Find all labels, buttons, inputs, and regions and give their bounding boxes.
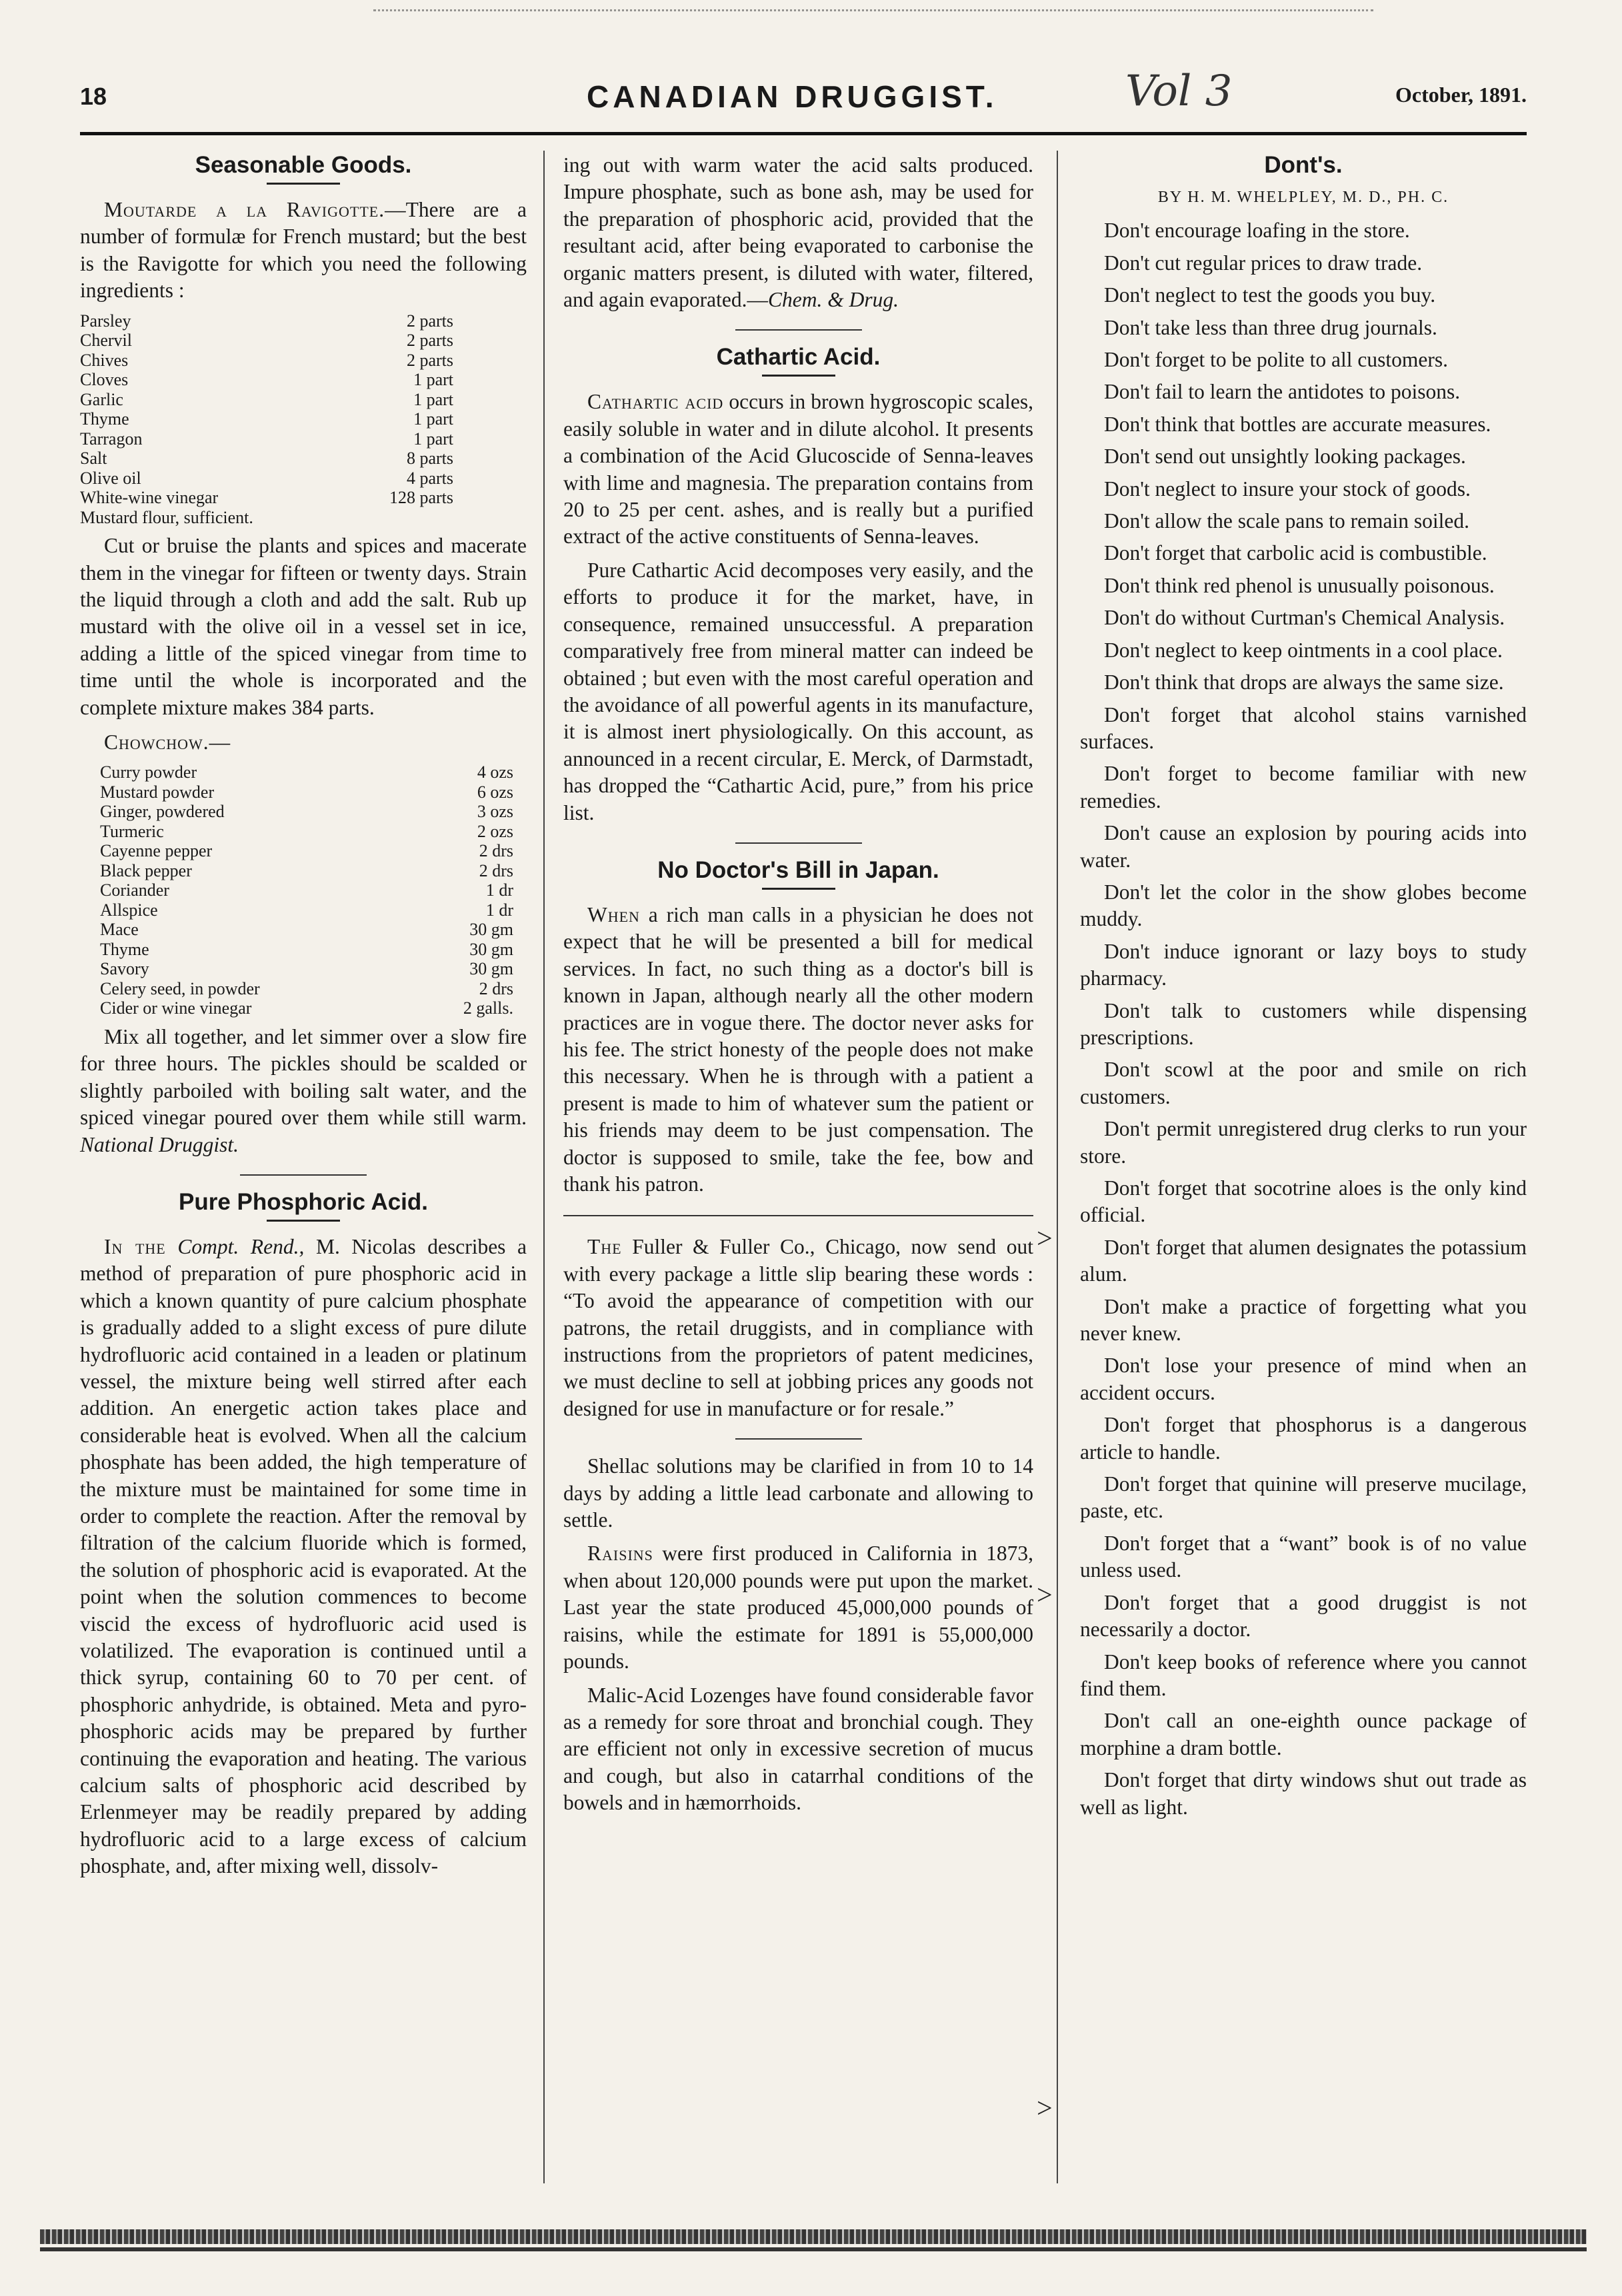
- cathartic-para-1: Cathartic acid occurs in brown hygroscopic scales, easily soluble in water and in dilute alcohol. It presents a combination of the Acid Glucoscide of Senna-leaves with lime and magnesia. The preparation contains from 20 to 25 per cent. ashes, and is really but a purified extract of the active constituents of Senna-leaves.: [563, 390, 1033, 549]
- raisins-note: Raisins were first produced in California in 1873, when about 120,000 pounds were put upon the market. Last year the state produced 45,000,000 pounds of raisins, while the estimate for 1891 is 55,000,000 pounds.: [563, 1542, 1034, 1674]
- dont-item: Don't forget that carbolic acid is combustible.: [1104, 541, 1487, 565]
- chowchow-ingredient-row: [100, 802, 513, 822]
- ingredient-quantity: 2 parts: [406, 350, 453, 370]
- ingredient-name: Thyme: [100, 939, 149, 959]
- cathartic-para-2: Pure Cathartic Acid decomposes very easily, and the efforts to produce it for the market, have, in consequence, remained unsuccessful. A preparation comparatively free from mineral matter can indeed be obtained ; but even with the most careful operation and the avoidance of all powerful agents in its manufacture, it is almost inert physiologically. On this account, as announced in a recent circular, E. Merck, of Darmstadt, has dropped the “Cathartic Acid, pure,” from his price list.: [563, 558, 1033, 824]
- ingredient-name: Salt: [80, 449, 107, 469]
- ingredient-name: Mustard powder: [100, 782, 215, 802]
- ravigotte-ingredients-table: [80, 311, 453, 528]
- dont-item: Don't take less than three drug journals.: [1104, 315, 1437, 339]
- publication-title: CANADIAN DRUGGIST.: [587, 79, 998, 114]
- chowchow-ingredient-row: [100, 880, 513, 900]
- ingredient-quantity: 4 ozs: [477, 762, 513, 782]
- ingredient-name: Black pepper: [100, 860, 192, 880]
- ingredient-quantity: 8 parts: [406, 449, 453, 469]
- ingredient-name: White-wine vinegar: [80, 488, 219, 508]
- ingredient-quantity: 30 gm: [469, 939, 513, 959]
- chowchow-ingredient-row: [100, 940, 513, 960]
- ingredient-quantity: 2 ozs: [477, 821, 513, 841]
- ingredient-quantity: 6 ozs: [477, 782, 513, 802]
- dont-item: Don't fail to learn the antidotes to poisons.: [1104, 380, 1461, 404]
- dont-item: Don't cause an explosion by pouring acids into water.: [1080, 821, 1527, 872]
- ravigotte-ingredient-row: [80, 469, 453, 489]
- japan-body: When a rich man calls in a physician he does not expect that he will be presented a bill for medical services. In fact, no such thing as a doctor's bill is known in Japan, although nearly all the other modern practices are in vogue there. The doctor never asks for his fee. The strict honesty of the people does not make this necessary. When he is through with a patient a present is made to him of whatever sum the patient or his friends may deem to be just compensation. The doctor is supposed to smile, take the fee, bow and thank his patron.: [563, 902, 1034, 1196]
- donts-byline: BY H. M. WHELPLEY, M. D., PH. C.: [1157, 189, 1449, 206]
- dont-item: Don't keep books of reference where you cannot find them.: [1080, 1650, 1527, 1700]
- chowchow-ingredient-row: [100, 762, 513, 782]
- dont-item: Don't forget that alumen designates the potassium alum.: [1080, 1235, 1527, 1286]
- dont-item: Don't forget that socotrine aloes is the only kind official.: [1080, 1176, 1527, 1227]
- ingredient-quantity: 1 part: [413, 429, 453, 449]
- ingredient-name: Coriander: [100, 880, 169, 900]
- ingredient-name: Celery seed, in powder: [100, 978, 260, 998]
- ingredient-name: Mace: [100, 920, 139, 940]
- donts-heading: Dont's.: [1264, 152, 1343, 178]
- ravigotte-ingredient-row: [80, 390, 453, 410]
- ingredient-quantity: 1 dr: [485, 900, 513, 920]
- heading-dash: [267, 1220, 340, 1222]
- chowchow-ingredient-row: [100, 841, 513, 861]
- column-rule-1: [543, 151, 545, 2183]
- ravigotte-method: Cut or bruise the plants and spices and macerate them in the vinegar for fifteen or twenty days. Strain the liquid through a cloth and add the salt. Rub up mustard with the olive oil in a vessel set in ice, adding a little of the spiced vinegar from time to time until the whole is incorporated and the complete mixture makes 384 parts.: [80, 534, 527, 719]
- ingredient-quantity: 1 dr: [485, 880, 513, 900]
- chowchow-ingredient-row: [100, 998, 513, 1018]
- ingredient-quantity: 3 ozs: [477, 802, 513, 822]
- dont-item: Don't cut regular prices to draw trade.: [1104, 251, 1423, 275]
- chowchow-ingredient-row: [100, 920, 513, 940]
- ingredient-name: Cayenne pepper: [100, 841, 213, 861]
- chowchow-ingredients-table: [100, 762, 513, 1018]
- dont-item: Don't send out unsightly looking packages.: [1104, 445, 1466, 469]
- ravigotte-ingredient-row: [80, 409, 453, 429]
- dont-item: Don't permit unregistered drug clerks to run your store.: [1080, 1117, 1527, 1168]
- dont-item: Don't forget that alcohol stains varnished surfaces.: [1080, 702, 1527, 753]
- scan-edge-noise: [373, 0, 1373, 11]
- ravigotte-ingredient-row: [80, 370, 453, 390]
- ingredient-quantity: 2 drs: [479, 978, 513, 998]
- ingredient-quantity: [353, 508, 453, 528]
- dont-item: Don't forget to become familiar with new remedies.: [1080, 762, 1527, 812]
- column-rule-2: [1057, 151, 1058, 2183]
- column-1: [80, 152, 527, 1887]
- ingredient-name: Parsley: [80, 311, 131, 331]
- chowchow-ingredient-row: [100, 822, 513, 842]
- ravigotte-ingredient-row: [80, 351, 453, 371]
- chowchow-method: Mix all together, and let simmer over a slow fire for three hours. The pickles should be scalded or slightly parboiled with boiling salt water, and the spiced vinegar poured over them while still warm. National Druggist.: [80, 1024, 527, 1156]
- dont-item: Don't think that bottles are accurate measures.: [1104, 412, 1491, 436]
- ingredient-name: Mustard flour, sufficient.: [80, 507, 253, 527]
- chowchow-title: Chowchow.—: [104, 730, 231, 754]
- page-number: 18: [80, 83, 107, 110]
- dont-item: Don't allow the scale pans to remain soiled.: [1104, 509, 1470, 533]
- dont-item: Don't forget that a “want” book is of no value unless used.: [1080, 1531, 1527, 1582]
- section-separator: [735, 1438, 862, 1440]
- dont-item: Don't forget that a good druggist is not necessarily a doctor.: [1080, 1590, 1527, 1642]
- scan-bottom-noise: [40, 2229, 1587, 2244]
- margin-mark-arrow: >: [1037, 1580, 1053, 1611]
- chowchow-ingredient-row: [100, 861, 513, 881]
- dont-item: Don't let the color in the show globes become muddy.: [1080, 880, 1527, 931]
- ravigotte-intro: Moutarde a la Ravigotte.—There are a number of formulæ for French mustard; but the best is the Ravigotte for which you need the following ingredients :: [80, 198, 527, 303]
- ingredient-name: Curry powder: [100, 762, 197, 782]
- heading-dash: [762, 888, 835, 890]
- dont-item: Don't forget to be polite to all customers.: [1104, 348, 1448, 372]
- dont-item: Don't call an one-eighth ounce package of morphine a dram bottle.: [1080, 1709, 1527, 1759]
- margin-mark-arrow: >: [1037, 1224, 1053, 1254]
- dont-item: Don't make a practice of forgetting what you never knew.: [1080, 1294, 1527, 1346]
- ingredient-name: Allspice: [100, 900, 158, 920]
- dont-item: Don't think red phenol is unusually poisonous.: [1104, 573, 1495, 597]
- ingredient-quantity: 2 drs: [479, 841, 513, 861]
- ingredient-quantity: 1 part: [413, 370, 453, 390]
- dont-item: Don't forget that phosphorus is a dangerous article to handle.: [1080, 1413, 1527, 1464]
- ingredient-quantity: 30 gm: [469, 920, 513, 940]
- ingredient-quantity: 1 part: [413, 409, 453, 429]
- ingredient-quantity: 30 gm: [469, 959, 513, 979]
- ingredient-name: Cider or wine vinegar: [100, 998, 252, 1018]
- section-separator: [735, 842, 862, 844]
- dont-item: Don't think that drops are always the same size.: [1104, 670, 1504, 694]
- phosphoric-body: In the Compt. Rend., M. Nicolas describes a method of preparation of pure phosphoric acid in which a known quantity of pure calcium phosphate is gradually added to a slight excess of pure dilute hydrofluoric acid contained in a leaden or platinum vessel, the mixture being well stirred after each addition. An energetic action takes place and considerable heat is evolved. When all the calcium phosphate has been added, the high temperature of the mixture must be maintained for some time in order to complete the reaction. After the removal by filtration of the calcium fluoride which is formed, the solution of phosphoric acid is evaporated. At the point when the solution commences to become viscid the excess of hydrofluoric acid used is volatilized. The evaporation is continued until a thick syrup, containing 60 to 70 per cent. of phosphoric anhydride, is obtained. Meta and pyro-phosphoric acids may be prepared by further continuing the evaporation and heating. The various calcium salts of phosphoric acid described by Erlenmeyer may be readily prepared by adding hydrofluoric acid to a large excess of calcium phosphate, and, after mixing well, dissolv-: [80, 1234, 527, 1878]
- ravigotte-ingredient-row: [80, 449, 453, 469]
- ingredient-quantity: 1 part: [413, 389, 453, 409]
- ingredient-name: Thyme: [80, 409, 129, 429]
- dont-item: Don't forget that dirty windows shut out trade as well as light.: [1080, 1768, 1527, 1819]
- ingredient-quantity: 128 parts: [389, 488, 453, 508]
- chowchow-ingredient-row: [100, 979, 513, 999]
- phosphoric-heading: Pure Phosphoric Acid.: [178, 1188, 429, 1215]
- ingredient-name: Chervil: [80, 331, 132, 351]
- shellac-note: Shellac solutions may be clarified in from 10 to 14 days by adding a little lead carbonate and allowing to settle.: [563, 1454, 1033, 1532]
- malic-acid-note: Malic-Acid Lozenges have found considerable favor as a remedy for sore throat and bronchial cough. They are efficient not only in excessive secretion of mucus and cough, but also in catarrhal conditions of the bowels and in hæmorrhoids.: [563, 1683, 1033, 1815]
- section-separator: [735, 329, 862, 331]
- ingredient-name: Olive oil: [80, 468, 141, 488]
- ingredient-quantity: 2 parts: [406, 311, 453, 331]
- dont-item: Don't neglect to insure your stock of goods.: [1104, 477, 1471, 501]
- dont-item: Don't induce ignorant or lazy boys to study pharmacy.: [1080, 939, 1527, 990]
- column-2: [563, 152, 1033, 1823]
- dont-item: Don't scowl at the poor and smile on rich customers.: [1080, 1058, 1527, 1108]
- chowchow-ingredient-row: [100, 900, 513, 920]
- fuller-notice: The Fuller & Fuller Co., Chicago, now send out with every package a little slip bearing these words : “To avoid the appearance of competition with our patrons, the retail druggists, and in compliance with instructions from the proprietors of patent medicines, we must decline to sell at jobbing prices any goods not designed for use in manufacture or for resale.”: [563, 1235, 1033, 1420]
- ingredient-name: Chives: [80, 350, 129, 370]
- ingredient-quantity: 4 parts: [406, 468, 453, 488]
- ingredient-name: Turmeric: [100, 821, 164, 841]
- ingredient-name: Savory: [100, 959, 149, 979]
- dont-item: Don't do without Curtman's Chemical Analysis.: [1104, 606, 1505, 630]
- phosphoric-continuation: ing out with warm water the acid salts produced. Impure phosphate, such as bone ash, may be used for the preparation of phosphoric acid, provided that the resultant acid, after being evaporated to carbonise the organic matters present, is diluted with water, filtered, and again evaporated.—Chem. & Drug.: [563, 153, 1033, 312]
- page-header: [80, 67, 1527, 127]
- column-3: [1080, 152, 1527, 1826]
- dont-item: Don't neglect to keep ointments in a cool place.: [1104, 638, 1503, 662]
- cathartic-heading: Cathartic Acid.: [716, 344, 881, 371]
- japan-heading: No Doctor's Bill in Japan.: [657, 856, 939, 883]
- chowchow-ingredient-row: [100, 959, 513, 979]
- ravigotte-ingredient-row: [80, 311, 453, 331]
- heading-dash: [762, 375, 835, 377]
- ingredient-quantity: 2 parts: [406, 331, 453, 351]
- ravigotte-ingredient-row: [80, 488, 453, 508]
- margin-mark-arrow: >: [1037, 2093, 1053, 2124]
- ingredient-quantity: 2 drs: [479, 860, 513, 880]
- dont-item: Don't talk to customers while dispensing prescriptions.: [1080, 998, 1527, 1049]
- ingredient-name: Tarragon: [80, 429, 143, 449]
- scan-bottom-rule: [40, 2247, 1587, 2251]
- seasonable-goods-heading: Seasonable Goods.: [195, 152, 412, 178]
- issue-date: October, 1891.: [1395, 83, 1527, 107]
- donts-list: [1080, 217, 1527, 1821]
- ingredient-name: Garlic: [80, 389, 123, 409]
- ingredient-name: Ginger, powdered: [100, 802, 225, 822]
- chowchow-ingredient-row: [100, 782, 513, 802]
- handwritten-volume-note: Vol 3: [1125, 67, 1233, 116]
- ravigotte-ingredient-row: [80, 429, 453, 449]
- dont-item: Don't forget that quinine will preserve mucilage, paste, etc.: [1080, 1472, 1527, 1523]
- header-rule: [80, 132, 1527, 135]
- dont-item: Don't lose your presence of mind when an accident occurs.: [1080, 1354, 1527, 1404]
- dont-item: Don't encourage loafing in the store.: [1104, 219, 1410, 243]
- section-separator: [240, 1174, 367, 1176]
- ravigotte-ingredient-row: [80, 331, 453, 351]
- heading-dash: [267, 183, 340, 185]
- ingredient-quantity: 2 galls.: [463, 998, 513, 1018]
- dont-item: Don't neglect to test the goods you buy.: [1104, 283, 1436, 307]
- section-separator: [563, 1215, 1033, 1216]
- ravigotte-ingredient-row: [80, 508, 453, 528]
- ingredient-name: Cloves: [80, 370, 129, 390]
